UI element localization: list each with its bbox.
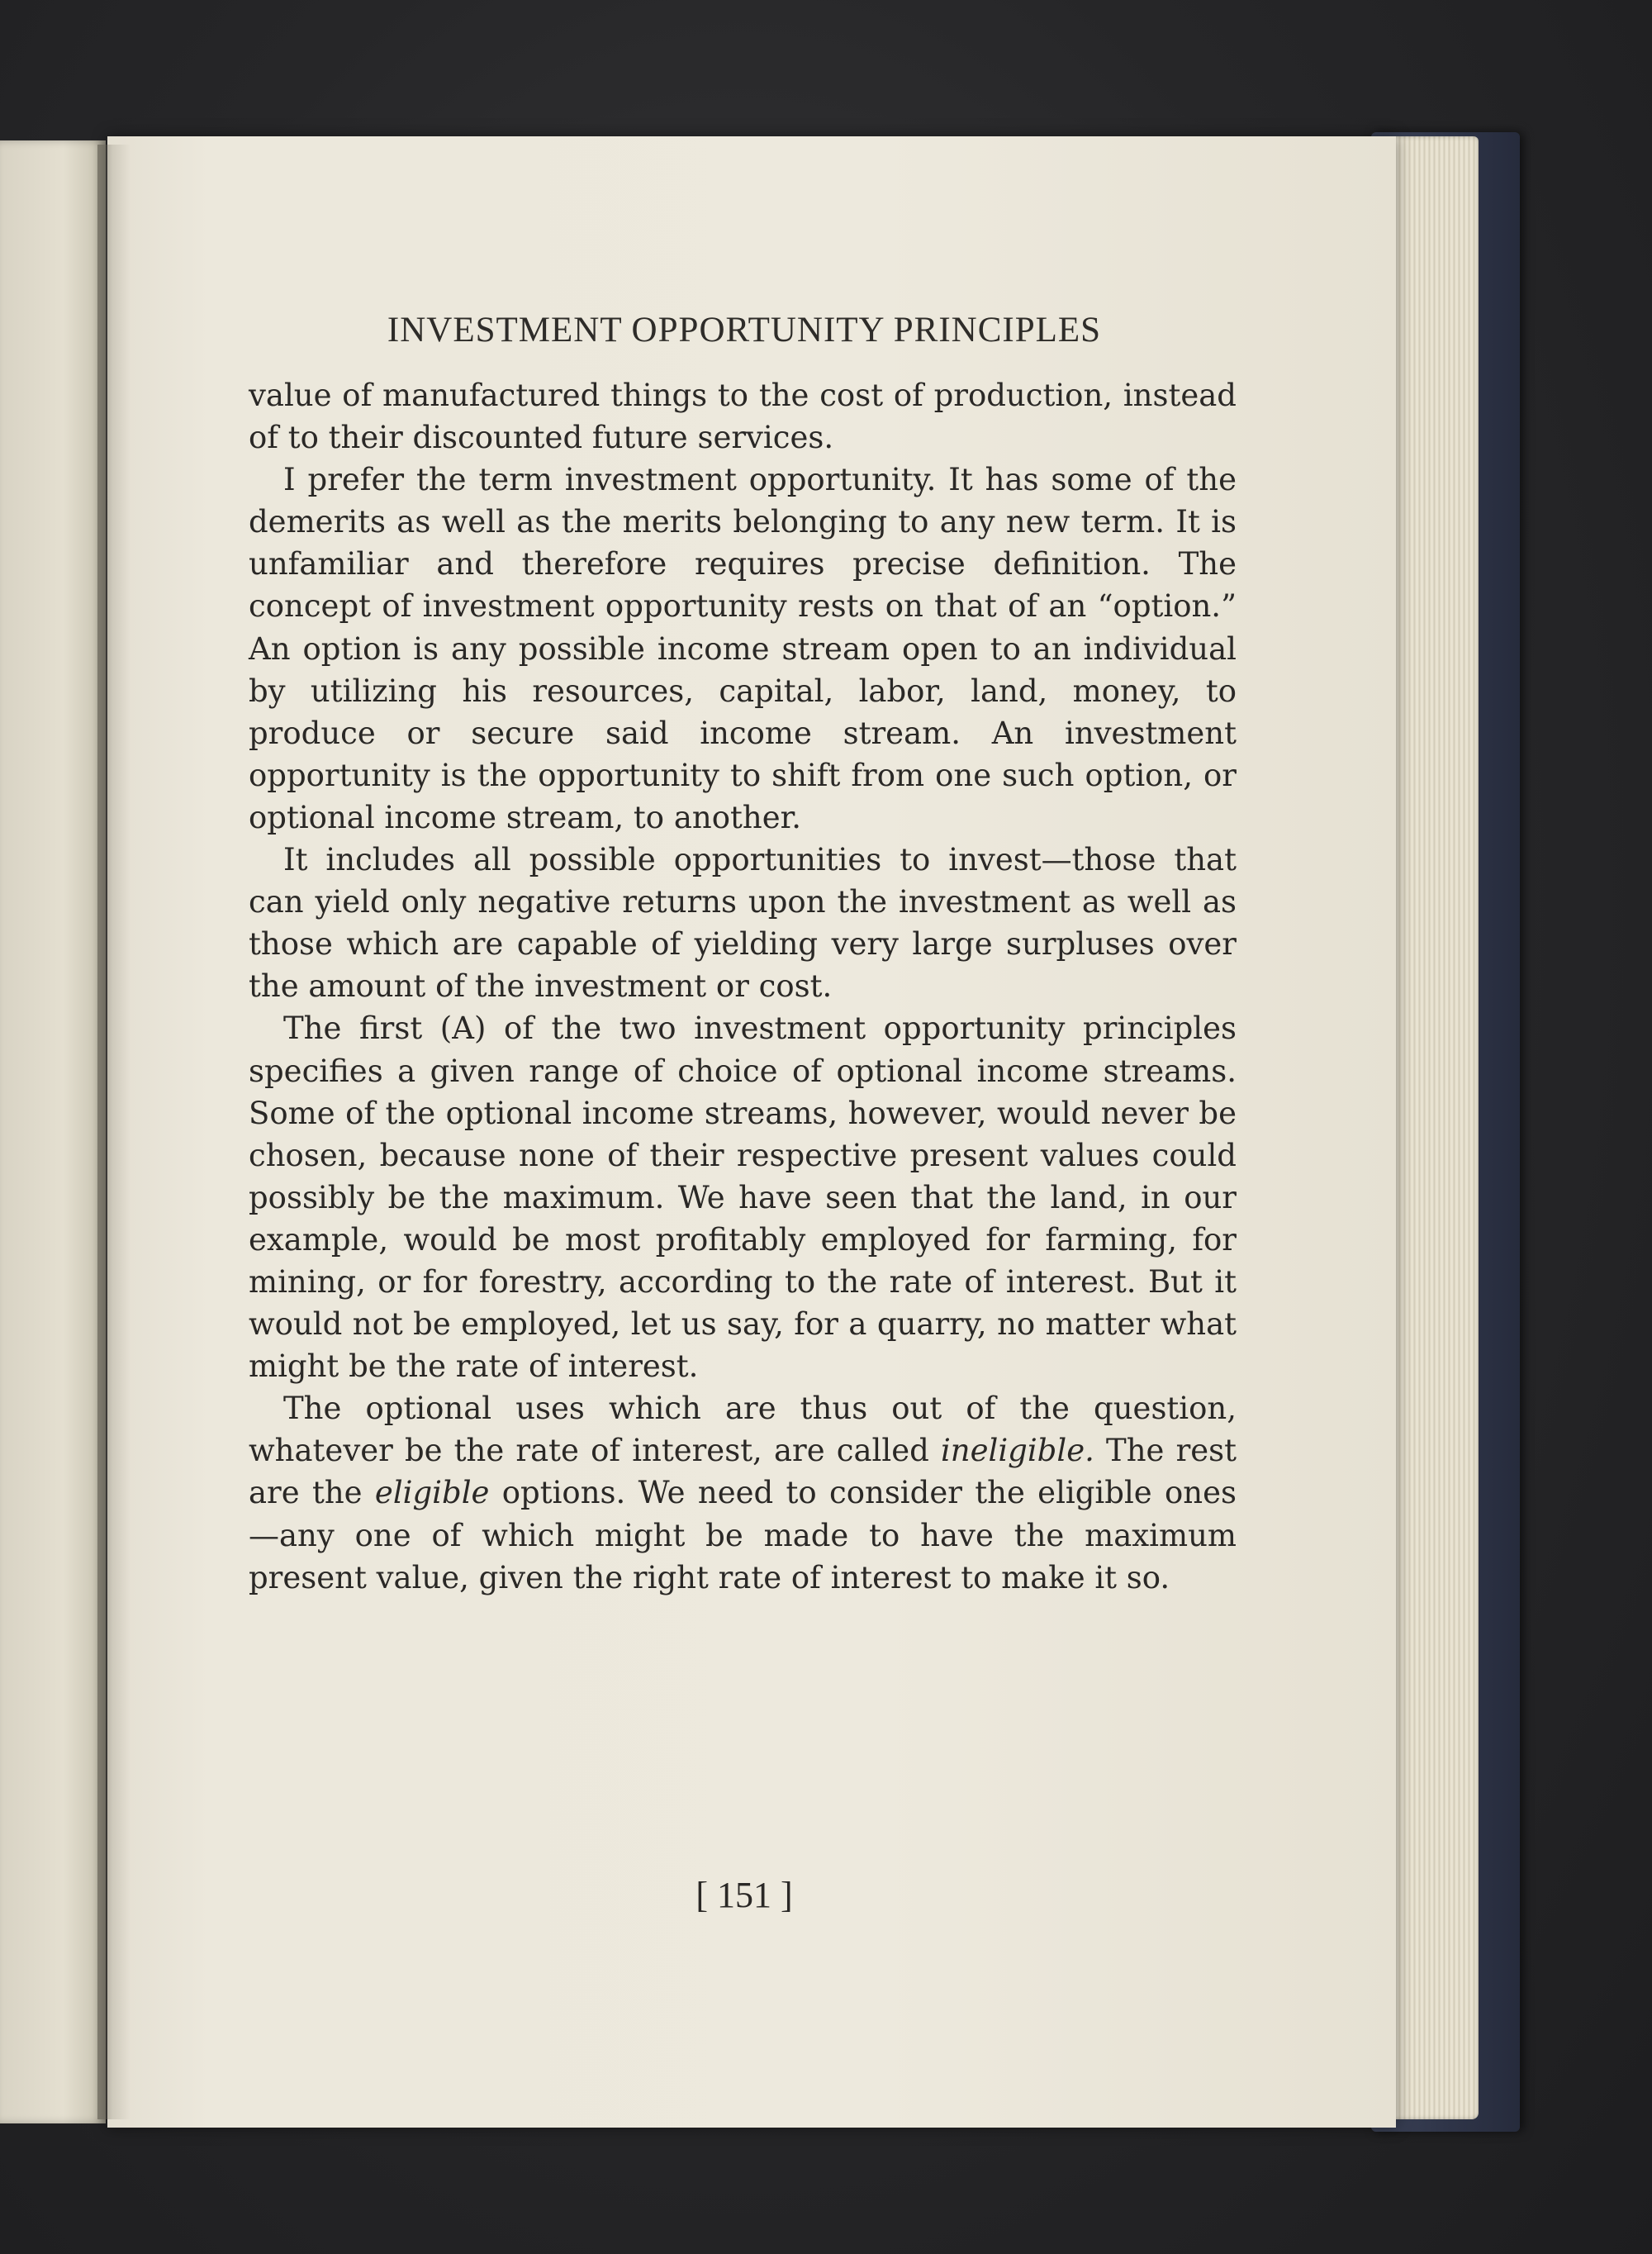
gutter-shadow — [97, 145, 131, 2119]
page-number: [ 151 ] — [695, 1875, 793, 1915]
paragraph-2: I prefer the term investment opportunity. It has some of the demerits as well as the merits belonging to any new term. It is unfamiliar and therefore requires precise definition. The concept of investment opportunity rests on that of an “option.” An option is any possible income stream open to an individual by utilizing his resources, capital, labor, land, money, to produce or secure said income stream. An investment opportunity is the opportunity to shift from one such option, or optional income stream, to another. — [249, 462, 1237, 835]
paragraph-4: The first (A) of the two investment opportunity principles specifies a given range of choice of optional income streams. Some of the optional income streams, however, would never be chosen, because none of their respective present values could possibly be the maximum. We have seen that the land, in our example, would be most profitably employed for farming, for mining, or for forestry, according to the rate of interest. But it would not be employed, let us say, for a quarry, no matter what might be the rate of interest. — [249, 1010, 1237, 1385]
body-text — [249, 374, 1237, 1599]
italic-term-ineligible: ineligible. — [940, 1433, 1094, 1469]
paragraph-5-part-c: options. We need to consider the eligible ones—any one of which might be made to have the maximum present value, given the right rate of interest to make it so. — [249, 1475, 1237, 1595]
paragraph-5 — [249, 1387, 1237, 1598]
book-page — [107, 136, 1396, 2128]
paragraph-5-part-a: The optional uses which are thus out of the question, whatever be the rate of interest, are called — [249, 1391, 1237, 1469]
running-head: INVESTMENT OPPORTUNITY PRINCIPLES — [387, 311, 1102, 350]
facing-page-edge — [0, 140, 106, 2123]
paragraph-3: It includes all possible opportunities to invest—those that can yield only negative returns upon the investment as well as those which are capable of yielding very large surpluses over the amount of the investment or cost. — [249, 842, 1237, 1005]
paragraph-1: value of manufactured things to the cost of production, instead of to their discounted future services. — [249, 378, 1237, 456]
italic-term-eligible: eligible — [374, 1475, 490, 1511]
paragraph-5-part-b: The rest are the — [249, 1433, 1237, 1511]
